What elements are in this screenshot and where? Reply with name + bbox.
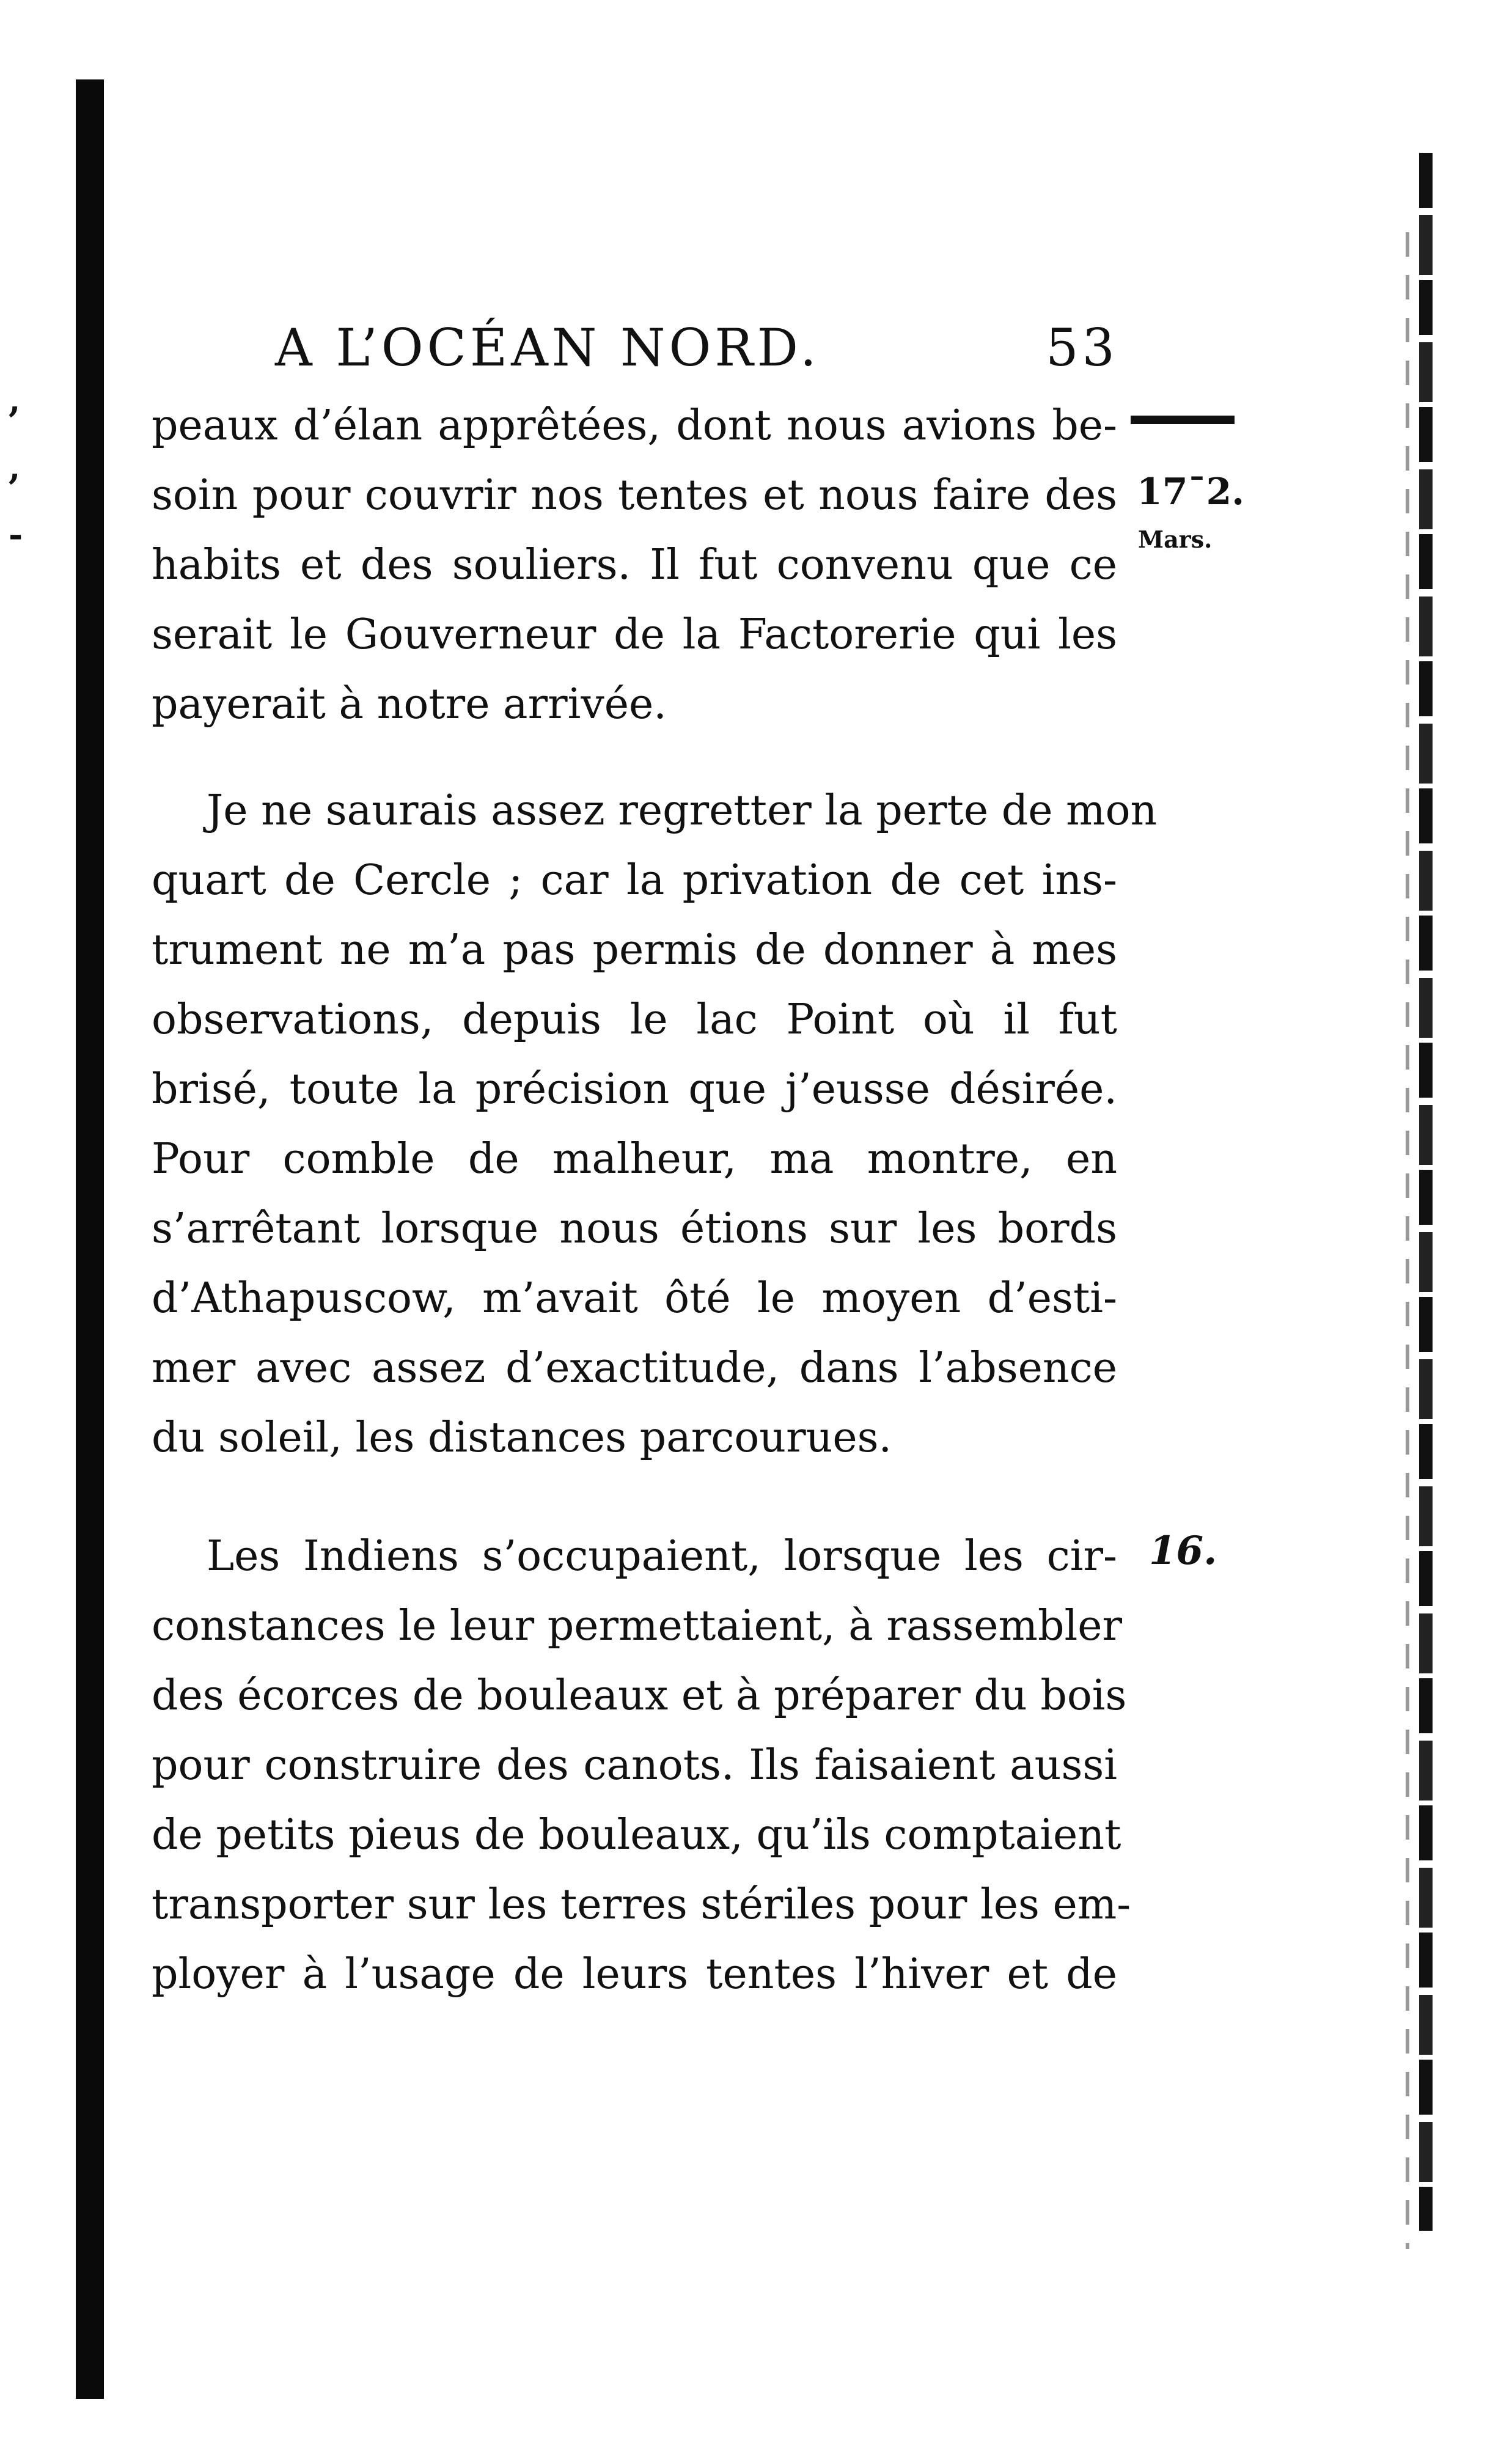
text-line: mer avec assez d’exactitude, dans l’absence [152,1344,1117,1392]
text-line: trument ne m’a pas permis de donner à mes [152,926,1117,974]
text-line: soin pour couvrir nos tentes et nous faire des [152,471,1117,519]
text-line: brisé, toute la précision que j’eusse désirée. [152,1065,1117,1114]
page-edge-marks-thin [1406,232,1409,2249]
text-line: observations, depuis le lac Point où il fut [152,996,1117,1044]
text-line: d’Athapuscow, m’avait ôté le moyen d’esti- [152,1274,1117,1323]
text-line: Je ne saurais assez regretter la perte de mon [207,787,1158,835]
text-line: transporter sur les terres stériles pour les em- [152,1881,1131,1929]
paragraph [152,776,1158,1473]
text-line: s’arrêtant lorsque nous étions sur les bords [152,1205,1117,1253]
text-line: Pour comble de malheur, ma montre, en [152,1135,1117,1183]
text-line: quart de Cercle ; car la privation de cet ins- [152,856,1117,905]
sidenote-day: 16. [1149,1528,1217,1574]
paragraph [152,391,1117,740]
page-number: 53 [1046,318,1118,378]
sidenote-month: Mars. [1138,526,1213,553]
paragraph [152,1522,1131,2010]
margin-mark: , [9,447,21,488]
body-text [152,391,1158,2010]
sidenote-year: 17¯2. [1137,471,1245,513]
margin-mark: , [9,380,21,420]
text-line: du soleil, les distances parcourues. [152,1414,892,1462]
text-line: peaux d’élan apprêtées, dont nous avions be- [152,402,1117,450]
text-line: des écorces de bouleaux et à préparer du bois [152,1672,1127,1720]
running-title: A L’OCÉAN NORD. [275,318,820,378]
text-line: de petits pieus de bouleaux, qu’ils comptaient [152,1811,1121,1859]
page-header [275,318,1118,391]
binding-edge [76,79,104,2399]
text-line: constances le leur permettaient, à rassembler [152,1602,1123,1650]
sidenote-rule [1131,416,1235,424]
page-edge-marks [1419,153,1433,2231]
margin-mark: - [9,515,23,555]
text-line: ployer à l’usage de leurs tentes l’hiver et de [152,1950,1117,1999]
text-line: habits et des souliers. Il fut convenu que ce [152,541,1117,589]
text-line: payerait à notre arrivée. [152,680,667,729]
text-line: Les Indiens s’occupaient, lorsque les cir- [207,1532,1117,1580]
text-line: serait le Gouverneur de la Factorerie qui les [152,611,1117,659]
margin-marks [9,367,33,568]
text-line: pour construire des canots. Ils faisaient aussi [152,1741,1117,1789]
